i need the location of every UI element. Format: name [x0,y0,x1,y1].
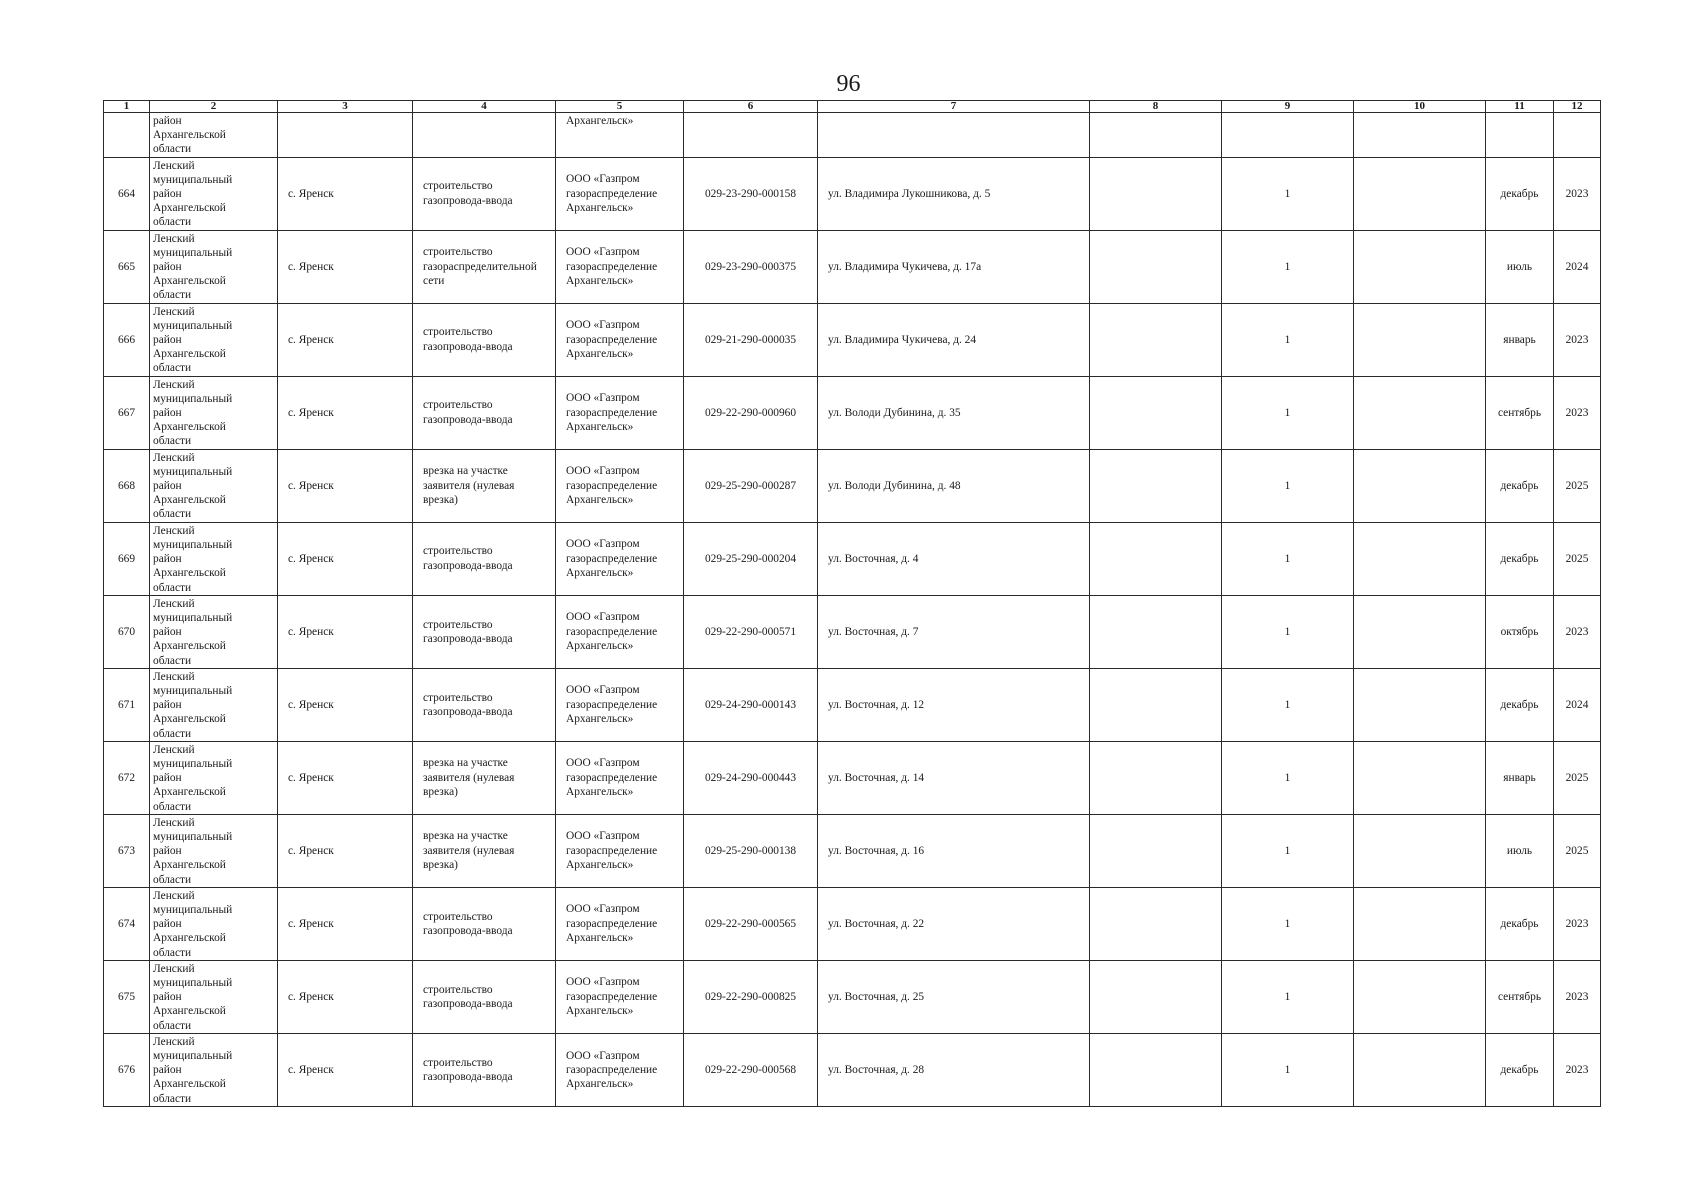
cell-locality: с. Яренск [278,303,413,376]
cell-address: ул. Восточная, д. 28 [818,1033,1090,1106]
cell-col8 [1090,960,1222,1033]
cell-col10 [1354,157,1486,230]
cell-col8 [1090,376,1222,449]
cell-num: 665 [104,230,150,303]
cell-year [1554,113,1601,158]
cell-locality: с. Яренск [278,668,413,741]
cell-cadastral: 029-22-290-000960 [684,376,818,449]
cell-region: Ленский муниципальный район Архангельской области [150,814,278,887]
cell-region: Ленский муниципальный район Архангельской области [150,522,278,595]
continuation-row [104,113,1601,158]
cell-num: 664 [104,157,150,230]
cell-locality: с. Яренск [278,595,413,668]
cell-region: Ленский муниципальный район Архангельской области [150,887,278,960]
cell-address: ул. Восточная, д. 22 [818,887,1090,960]
cell-col10 [1354,668,1486,741]
cell-month: октябрь [1486,595,1554,668]
cell-cadastral: 029-24-290-000143 [684,668,818,741]
cell-count: 1 [1222,595,1354,668]
cell-month: июль [1486,230,1554,303]
column-header-5: 5 [556,101,684,113]
cell-num: 666 [104,303,150,376]
header-row [104,101,1601,113]
cell-col8 [1090,303,1222,376]
cell-year: 2025 [1554,522,1601,595]
cell-address: ул. Володи Дубинина, д. 48 [818,449,1090,522]
column-header-3: 3 [278,101,413,113]
cell-locality: с. Яренск [278,1033,413,1106]
column-header-12: 12 [1554,101,1601,113]
column-header-9: 9 [1222,101,1354,113]
cell-count: 1 [1222,449,1354,522]
cell-cadastral: 029-25-290-000138 [684,814,818,887]
column-header-7: 7 [818,101,1090,113]
cell-region: район Архангельской области [150,113,278,158]
table-row [104,814,1601,887]
cell-month: сентябрь [1486,376,1554,449]
cell-num: 668 [104,449,150,522]
cell-num [104,113,150,158]
cell-work: строительство газопровода-ввода [413,960,556,1033]
cell-col10 [1354,595,1486,668]
cell-org: ООО «Газпром газораспределение Архангельск» [556,157,684,230]
cell-work: врезка на участке заявителя (нулевая врезка) [413,741,556,814]
cell-region: Ленский муниципальный район Архангельской области [150,668,278,741]
cell-num: 674 [104,887,150,960]
page-number: 96 [836,71,861,97]
cell-cadastral: 029-23-290-000375 [684,230,818,303]
cell-year: 2023 [1554,376,1601,449]
table-row [104,887,1601,960]
cell-num: 670 [104,595,150,668]
cell-year: 2023 [1554,157,1601,230]
cell-year: 2023 [1554,960,1601,1033]
cell-work: строительство газопровода-ввода [413,376,556,449]
column-header-2: 2 [150,101,278,113]
cell-col10 [1354,814,1486,887]
cell-count: 1 [1222,376,1354,449]
table-row [104,449,1601,522]
cell-count: 1 [1222,522,1354,595]
cell-org: ООО «Газпром газораспределение Архангельск» [556,230,684,303]
cell-work: строительство газопровода-ввода [413,1033,556,1106]
cell-col8 [1090,741,1222,814]
cell-work: строительство газопровода-ввода [413,303,556,376]
cell-work: строительство газопровода-ввода [413,522,556,595]
cell-cadastral: 029-22-290-000568 [684,1033,818,1106]
cell-work: врезка на участке заявителя (нулевая врезка) [413,449,556,522]
cell-year: 2023 [1554,595,1601,668]
table-row [104,1033,1601,1106]
cell-locality: с. Яренск [278,157,413,230]
cell-month: январь [1486,303,1554,376]
cell-address: ул. Владимира Чукичева, д. 17а [818,230,1090,303]
cell-num: 667 [104,376,150,449]
cell-org: ООО «Газпром газораспределение Архангельск» [556,960,684,1033]
cell-address: ул. Восточная, д. 14 [818,741,1090,814]
cell-num: 675 [104,960,150,1033]
cell-address: ул. Восточная, д. 12 [818,668,1090,741]
cell-region: Ленский муниципальный район Архангельской области [150,303,278,376]
cell-locality [278,113,413,158]
cell-count: 1 [1222,230,1354,303]
cell-year: 2025 [1554,741,1601,814]
cell-year: 2025 [1554,814,1601,887]
cell-locality: с. Яренск [278,230,413,303]
cell-org: ООО «Газпром газораспределение Архангельск» [556,303,684,376]
cell-count [1222,113,1354,158]
column-header-6: 6 [684,101,818,113]
cell-month: декабрь [1486,157,1554,230]
cell-work: строительство газопровода-ввода [413,887,556,960]
cell-col10 [1354,522,1486,595]
cell-col8 [1090,157,1222,230]
cell-org: Архангельск» [556,113,684,158]
cell-locality: с. Яренск [278,376,413,449]
cell-locality: с. Яренск [278,522,413,595]
cell-month: декабрь [1486,449,1554,522]
cell-month: январь [1486,741,1554,814]
cell-org: ООО «Газпром газораспределение Архангельск» [556,887,684,960]
table-row [104,668,1601,741]
cell-work: врезка на участке заявителя (нулевая врезка) [413,814,556,887]
cell-count: 1 [1222,1033,1354,1106]
cell-num: 669 [104,522,150,595]
cell-cadastral: 029-23-290-000158 [684,157,818,230]
cell-count: 1 [1222,887,1354,960]
cell-region: Ленский муниципальный район Архангельской области [150,595,278,668]
cell-col8 [1090,887,1222,960]
cell-address [818,113,1090,158]
cell-locality: с. Яренск [278,814,413,887]
cell-address: ул. Восточная, д. 25 [818,960,1090,1033]
cell-region: Ленский муниципальный район Архангельской области [150,449,278,522]
cell-col8 [1090,522,1222,595]
cell-address: ул. Восточная, д. 4 [818,522,1090,595]
cell-cadastral: 029-22-290-000565 [684,887,818,960]
cell-year: 2024 [1554,230,1601,303]
cell-org: ООО «Газпром газораспределение Архангельск» [556,522,684,595]
cell-org: ООО «Газпром газораспределение Архангельск» [556,1033,684,1106]
cell-count: 1 [1222,157,1354,230]
cell-col10 [1354,887,1486,960]
cell-month: июль [1486,814,1554,887]
cell-org: ООО «Газпром газораспределение Архангельск» [556,668,684,741]
cell-month [1486,113,1554,158]
cell-work: строительство газораспределительной сети [413,230,556,303]
cell-address: ул. Восточная, д. 7 [818,595,1090,668]
cell-year: 2023 [1554,887,1601,960]
cell-col8 [1090,595,1222,668]
table-row [104,230,1601,303]
cell-address: ул. Владимира Лукошникова, д. 5 [818,157,1090,230]
cell-cadastral: 029-22-290-000825 [684,960,818,1033]
table-row [104,741,1601,814]
cell-year: 2025 [1554,449,1601,522]
cell-cadastral [684,113,818,158]
column-header-11: 11 [1486,101,1554,113]
cell-col10 [1354,1033,1486,1106]
cell-locality: с. Яренск [278,887,413,960]
cell-locality: с. Яренск [278,960,413,1033]
cell-num: 673 [104,814,150,887]
cell-region: Ленский муниципальный район Архангельской области [150,230,278,303]
cell-cadastral: 029-24-290-000443 [684,741,818,814]
cell-count: 1 [1222,814,1354,887]
cell-col8 [1090,1033,1222,1106]
cell-month: декабрь [1486,668,1554,741]
cell-col8 [1090,113,1222,158]
cell-num: 676 [104,1033,150,1106]
column-header-4: 4 [413,101,556,113]
cell-count: 1 [1222,960,1354,1033]
cell-cadastral: 029-25-290-000287 [684,449,818,522]
cell-work: строительство газопровода-ввода [413,595,556,668]
cell-col10 [1354,113,1486,158]
cell-org: ООО «Газпром газораспределение Архангельск» [556,814,684,887]
cell-month: декабрь [1486,887,1554,960]
cell-col10 [1354,230,1486,303]
cell-num: 671 [104,668,150,741]
cell-locality: с. Яренск [278,741,413,814]
cell-col10 [1354,960,1486,1033]
cell-address: ул. Восточная, д. 16 [818,814,1090,887]
table-row [104,376,1601,449]
cell-col10 [1354,449,1486,522]
cell-org: ООО «Газпром газораспределение Архангельск» [556,376,684,449]
cell-region: Ленский муниципальный район Архангельской области [150,960,278,1033]
cell-locality: с. Яренск [278,449,413,522]
register-table [103,100,1601,1107]
cell-org: ООО «Газпром газораспределение Архангельск» [556,449,684,522]
cell-work [413,113,556,158]
cell-month: декабрь [1486,1033,1554,1106]
cell-cadastral: 029-25-290-000204 [684,522,818,595]
cell-address: ул. Володи Дубинина, д. 35 [818,376,1090,449]
cell-org: ООО «Газпром газораспределение Архангельск» [556,595,684,668]
cell-year: 2023 [1554,1033,1601,1106]
table-row [104,960,1601,1033]
cell-month: декабрь [1486,522,1554,595]
column-header-10: 10 [1354,101,1486,113]
column-header-1: 1 [104,101,150,113]
cell-region: Ленский муниципальный район Архангельской области [150,157,278,230]
cell-count: 1 [1222,741,1354,814]
cell-col10 [1354,741,1486,814]
cell-year: 2024 [1554,668,1601,741]
cell-col8 [1090,814,1222,887]
table-row [104,157,1601,230]
cell-region: Ленский муниципальный район Архангельской области [150,376,278,449]
cell-work: строительство газопровода-ввода [413,157,556,230]
cell-address: ул. Владимира Чукичева, д. 24 [818,303,1090,376]
cell-cadastral: 029-22-290-000571 [684,595,818,668]
table-row [104,522,1601,595]
cell-org: ООО «Газпром газораспределение Архангельск» [556,741,684,814]
cell-col10 [1354,376,1486,449]
cell-work: строительство газопровода-ввода [413,668,556,741]
table-row [104,595,1601,668]
cell-year: 2023 [1554,303,1601,376]
cell-month: сентябрь [1486,960,1554,1033]
cell-cadastral: 029-21-290-000035 [684,303,818,376]
cell-col8 [1090,668,1222,741]
cell-col10 [1354,303,1486,376]
cell-num: 672 [104,741,150,814]
cell-count: 1 [1222,303,1354,376]
table-row [104,303,1601,376]
cell-region: Ленский муниципальный район Архангельской области [150,741,278,814]
cell-count: 1 [1222,668,1354,741]
cell-col8 [1090,230,1222,303]
column-header-8: 8 [1090,101,1222,113]
cell-region: Ленский муниципальный район Архангельской области [150,1033,278,1106]
cell-col8 [1090,449,1222,522]
